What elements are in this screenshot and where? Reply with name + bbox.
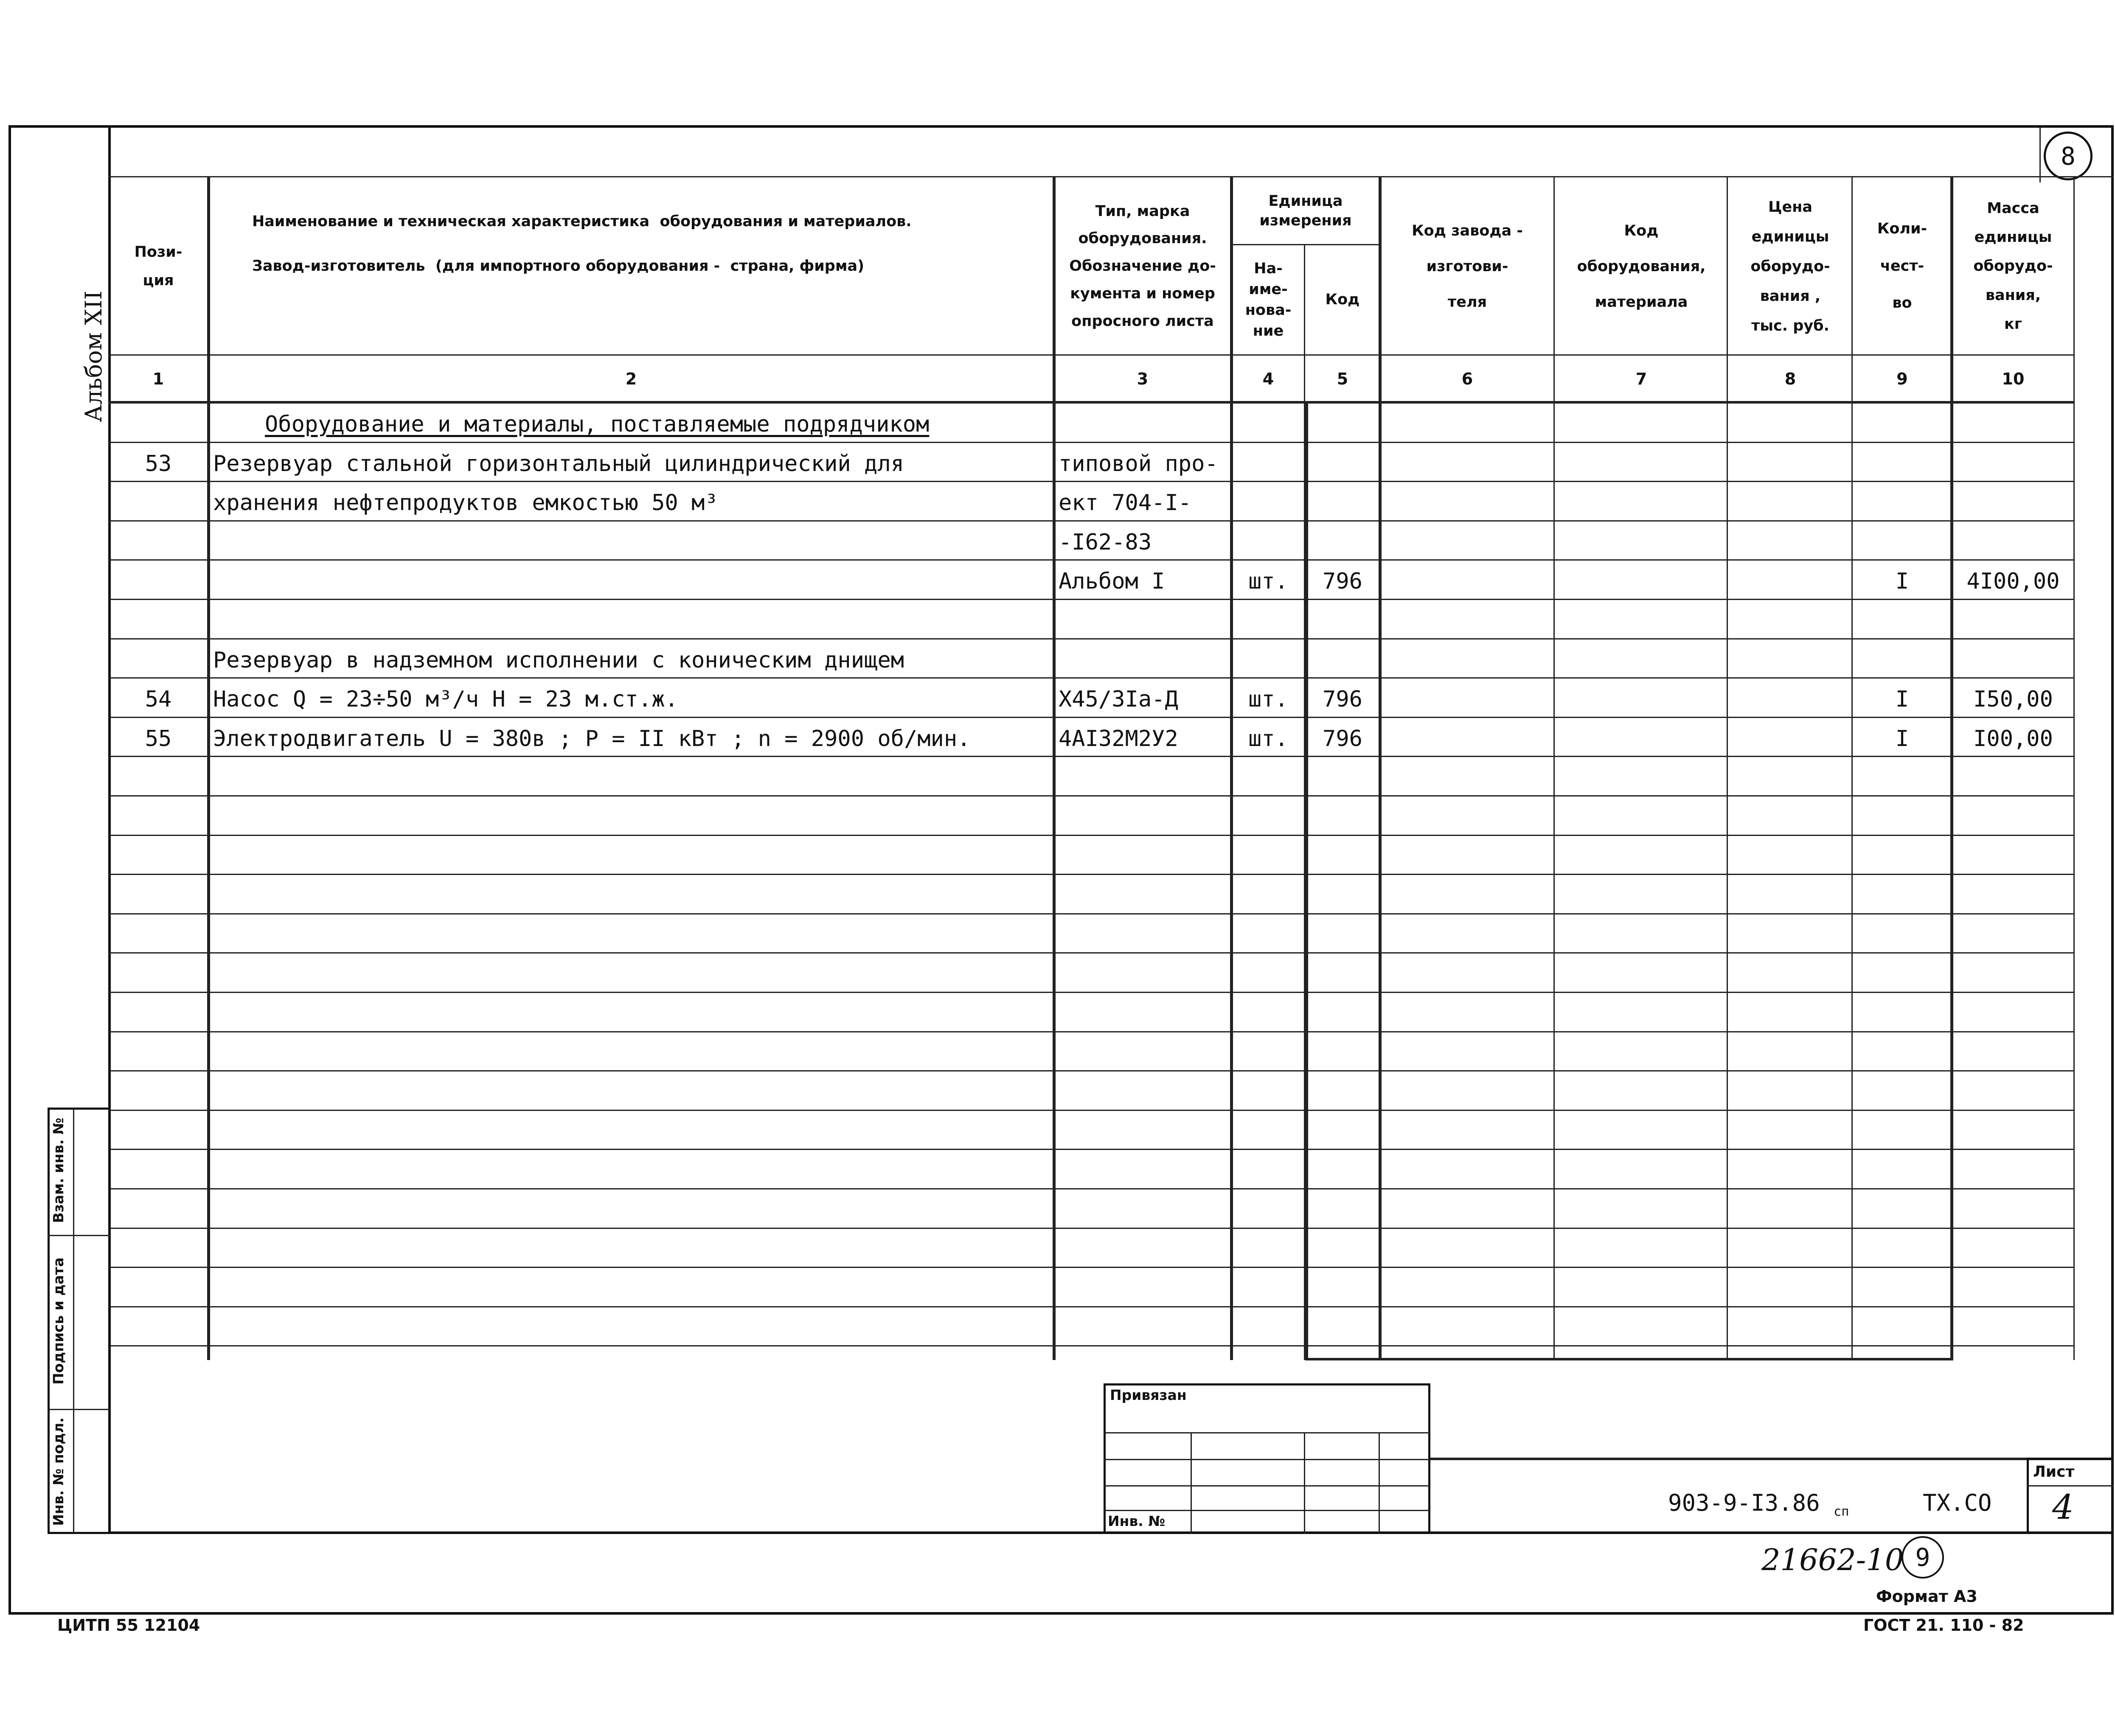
bound-stamp-col-2 bbox=[1304, 1432, 1305, 1534]
row-line bbox=[110, 992, 2073, 993]
cell-name bbox=[210, 559, 1053, 597]
table-top-border bbox=[108, 176, 2114, 177]
side-stamp-divider bbox=[73, 1108, 74, 1533]
cell-name bbox=[210, 520, 1053, 558]
row-line bbox=[110, 1031, 2073, 1032]
page-circle-divider bbox=[2039, 127, 2041, 182]
row-line bbox=[110, 1306, 2073, 1307]
header-price: Цена единицы оборудо- вания , тыс. руб. bbox=[1750, 198, 1830, 334]
cell-mass: I00,00 bbox=[1973, 726, 2053, 752]
row-line bbox=[110, 1149, 2073, 1150]
cell-document: -I62-83 bbox=[1059, 530, 1152, 555]
cell-document: 4АI32М2У2 bbox=[1059, 726, 1178, 752]
cell-quantity: I bbox=[1895, 726, 1909, 752]
bound-stamp-col-1 bbox=[1191, 1432, 1192, 1534]
cell-mass bbox=[1953, 520, 2073, 558]
cell-position: 53 bbox=[145, 451, 172, 477]
column-number-9: 9 bbox=[1896, 369, 1908, 388]
sheet-number: 4 bbox=[2052, 1487, 2074, 1527]
cell-document: типовой про- bbox=[1059, 451, 1218, 477]
column-number-2: 2 bbox=[625, 369, 637, 388]
col-sep-8 bbox=[1851, 176, 1853, 1360]
cell-document: ект 704-I- bbox=[1059, 490, 1192, 516]
row-line bbox=[110, 835, 2073, 836]
cell-quantity bbox=[1854, 481, 1950, 518]
archive-number: 21662-10 bbox=[1761, 1542, 1904, 1577]
cell-position bbox=[110, 481, 207, 518]
format-label: Формат А3 bbox=[1876, 1587, 1977, 1606]
side-stamp-signature-date: Подпись и дата bbox=[50, 1257, 67, 1385]
cell-document bbox=[1055, 402, 1230, 440]
sheet-cell-divider bbox=[2027, 1485, 2114, 1486]
side-stamp-sep-1 bbox=[48, 1235, 110, 1236]
col-sep-10 bbox=[2073, 176, 2075, 1360]
cell-mass: I50,00 bbox=[1973, 687, 2053, 712]
cell-quantity bbox=[1854, 520, 1950, 558]
cell-unit-name bbox=[1233, 481, 1304, 518]
cell-position: 55 bbox=[145, 726, 172, 752]
cell-mass bbox=[1953, 599, 2073, 636]
header-unit-code: Код bbox=[1325, 291, 1360, 308]
cell-position bbox=[110, 559, 207, 597]
cell-unit-name bbox=[1233, 599, 1304, 636]
cell-mass bbox=[1953, 402, 2073, 440]
cell-position bbox=[110, 402, 207, 440]
row-line bbox=[110, 756, 2073, 757]
cell-position bbox=[110, 599, 207, 636]
document-designation: 903-9-I3.86 $_{сп}$ bbox=[1668, 1489, 1849, 1519]
header-type-doc: Тип, марка оборудования. Обозначение до- кумента и номер опросного листа bbox=[1069, 202, 1216, 330]
bound-stamp-line-2 bbox=[1104, 1459, 1430, 1460]
row-line bbox=[110, 913, 2073, 914]
page-number: 8 bbox=[2061, 141, 2076, 171]
cell-unit-code bbox=[1306, 481, 1379, 518]
cell-quantity bbox=[1854, 442, 1950, 479]
cell-quantity bbox=[1854, 638, 1950, 676]
column-number-1: 1 bbox=[152, 369, 164, 388]
cell-name: Насос Q = 23÷50 м³/ч H = 23 м.ст.ж. bbox=[213, 687, 678, 712]
cell-name: хранения нефтепродуктов емкостью 50 м³ bbox=[213, 490, 718, 516]
col-sep-6 bbox=[1553, 176, 1555, 1360]
album-label: Альбом XII bbox=[80, 291, 107, 422]
cell-unit-code bbox=[1306, 638, 1379, 676]
cell-unit-code bbox=[1306, 442, 1379, 479]
printer-label: ЦИТП 55 12104 bbox=[57, 1616, 200, 1635]
side-stamp-replace-inv: Взам. инв. № bbox=[50, 1117, 67, 1223]
sheet-circle-number: 9 bbox=[1915, 1543, 1930, 1572]
document-code: ТХ.СО bbox=[1923, 1489, 1992, 1516]
cell-mass bbox=[1953, 481, 2073, 518]
cell-mass bbox=[1953, 638, 2073, 676]
cell-unit-name bbox=[1233, 638, 1304, 676]
page-number-circle bbox=[2044, 132, 2093, 180]
cell-unit-code bbox=[1306, 599, 1379, 636]
cell-unit-code bbox=[1306, 520, 1379, 558]
column-number-7: 7 bbox=[1635, 369, 1647, 388]
bound-stamp-line-3 bbox=[1104, 1485, 1430, 1486]
title-block-top bbox=[1430, 1458, 2114, 1460]
row-line bbox=[110, 1070, 2073, 1071]
column-number-6: 6 bbox=[1461, 369, 1473, 388]
cell-unit-code: 796 bbox=[1323, 569, 1362, 594]
code-block-bottom bbox=[1305, 1358, 1953, 1360]
cell-unit-code bbox=[1306, 402, 1379, 440]
cell-unit-name: шт. bbox=[1248, 687, 1288, 712]
header-unit-name: На- име- нова- ние bbox=[1245, 260, 1292, 339]
header-position: Пози- ция bbox=[134, 244, 183, 289]
sheet-circle bbox=[1902, 1536, 1944, 1579]
column-number-3: 3 bbox=[1137, 369, 1149, 388]
row-line bbox=[110, 795, 2073, 796]
header-name: Наименование и техническая характеристика оборудования и материалов. Завод-изготовитель (для импортного оборудования - страна, фирма) bbox=[252, 213, 912, 275]
cell-name: Резервуар в надземном исполнении с коническим днищем bbox=[213, 648, 904, 673]
bound-label: Привязан bbox=[1110, 1387, 1187, 1403]
cell-document bbox=[1055, 638, 1230, 676]
header-equipment-code: Код оборудования, материала bbox=[1577, 222, 1706, 311]
row-line bbox=[110, 1228, 2073, 1229]
cell-unit-name: шт. bbox=[1248, 726, 1288, 752]
cell-quantity: I bbox=[1895, 569, 1909, 594]
cell-unit-name bbox=[1233, 442, 1304, 479]
column-number-4: 4 bbox=[1262, 369, 1274, 388]
side-stamp-original-inv: Инв. № подл. bbox=[50, 1417, 67, 1526]
header-plant-code: Код завода - изготови- теля bbox=[1412, 222, 1523, 311]
cell-unit-code: 796 bbox=[1323, 726, 1362, 752]
row-line bbox=[110, 1110, 2073, 1111]
cell-name: Резервуар стальной горизонтальный цилиндрический для bbox=[213, 451, 904, 477]
cell-position bbox=[110, 520, 207, 558]
row-line bbox=[110, 952, 2073, 954]
header-bottom-border bbox=[108, 354, 2073, 356]
cell-unit-name: шт. bbox=[1248, 569, 1288, 594]
cell-position: 54 bbox=[145, 687, 172, 712]
row-line bbox=[110, 1267, 2073, 1268]
row-line bbox=[110, 1345, 2073, 1346]
gost-label: ГОСТ 21. 110 - 82 bbox=[1863, 1616, 2024, 1635]
header-mass: Масса единицы оборудо- вания, кг bbox=[1973, 199, 2053, 333]
side-stamp-sep-2 bbox=[48, 1409, 110, 1410]
cell-mass bbox=[1953, 442, 2073, 479]
cell-mass: 4I00,00 bbox=[1966, 569, 2060, 594]
inv-label: Инв. № bbox=[1108, 1513, 1166, 1529]
row-line bbox=[110, 1188, 2073, 1189]
header-unit: Единица измерения bbox=[1259, 193, 1352, 229]
sheet-label: Лист bbox=[2033, 1463, 2075, 1481]
cell-quantity bbox=[1854, 599, 1950, 636]
row-line bbox=[110, 874, 2073, 875]
cell-name: Электродвигатель U = 380в ; Р = II кВт ; n = 2900 об/мин. bbox=[213, 726, 971, 752]
cell-document: Х45/3Iа-Д bbox=[1059, 687, 1178, 712]
cell-document: Альбом I bbox=[1059, 569, 1165, 594]
bound-stamp-line-1 bbox=[1104, 1432, 1430, 1433]
column-number-5: 5 bbox=[1337, 369, 1348, 388]
col-sep-7 bbox=[1727, 176, 1728, 1360]
column-number-8: 8 bbox=[1784, 369, 1796, 388]
column-number-10: 10 bbox=[2002, 369, 2025, 388]
cell-name bbox=[210, 599, 1053, 636]
designation-mark: сп bbox=[1834, 1504, 1849, 1519]
cell-quantity: I bbox=[1895, 687, 1909, 712]
cell-unit-name bbox=[1233, 402, 1304, 440]
bound-stamp-line-4 bbox=[1104, 1510, 1430, 1511]
header-quantity: Коли- чест- во bbox=[1877, 220, 1927, 312]
cell-name: Оборудование и материалы, поставляемые подрядчиком bbox=[265, 412, 930, 437]
cell-position bbox=[110, 638, 207, 676]
cell-document bbox=[1055, 599, 1230, 636]
cell-unit-name bbox=[1233, 520, 1304, 558]
bound-stamp-col-3 bbox=[1379, 1432, 1380, 1534]
cell-quantity bbox=[1854, 402, 1950, 440]
cell-unit-code: 796 bbox=[1323, 687, 1362, 712]
